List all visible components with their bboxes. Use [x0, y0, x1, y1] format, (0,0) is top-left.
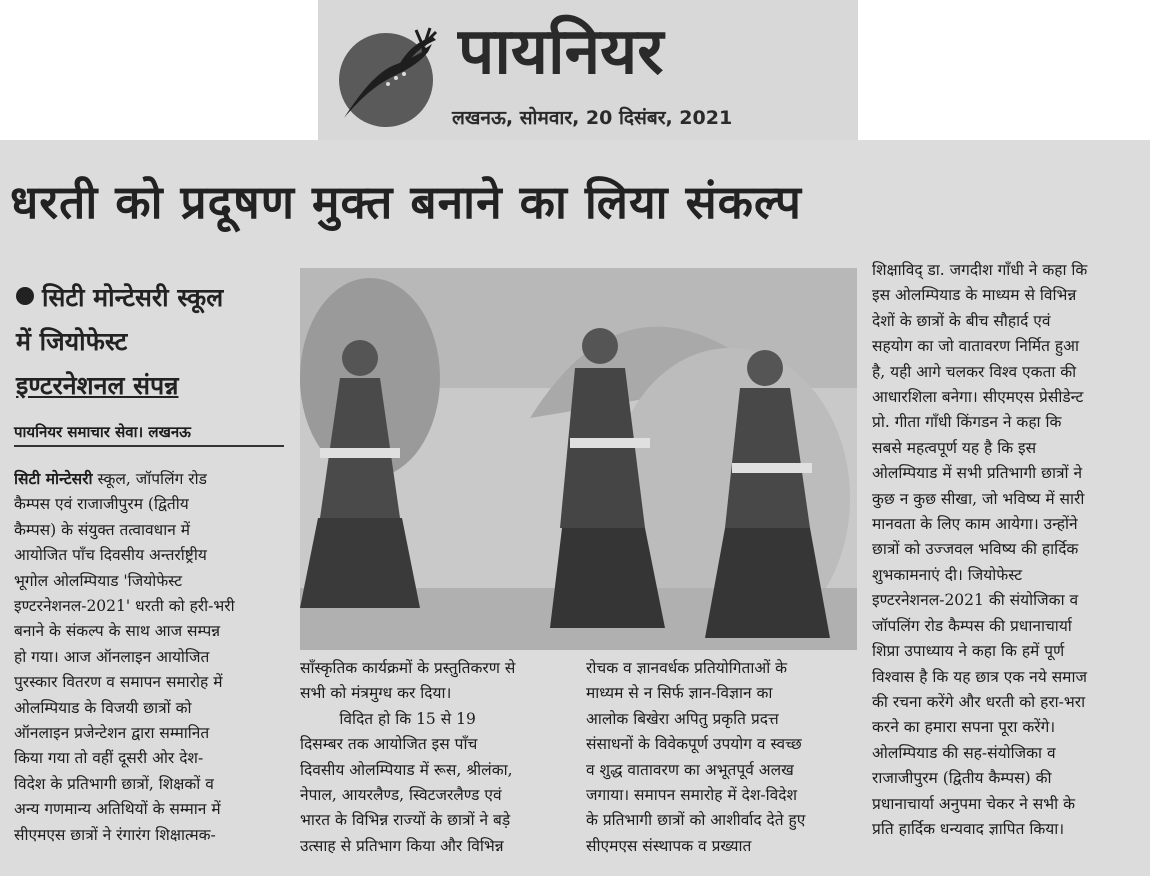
text-line: माध्यम से न सिर्फ ज्ञान-विज्ञान का: [586, 684, 773, 703]
dateline: लखनऊ, सोमवार, 20 दिसंबर, 2021: [452, 107, 733, 129]
text-line: आयोजित पाँच दिवसीय अन्तर्राष्ट्रीय: [14, 546, 207, 565]
text-line: के प्रतिभागी छात्रों को आशीर्वाद देते हुए: [586, 811, 806, 830]
article-column-1: [14, 466, 278, 848]
text-line: सीएमएस संस्थापक व प्रख्यात: [586, 836, 752, 855]
text-line: प्रति हार्दिक धन्यवाद ज्ञापित किया।: [872, 819, 1065, 838]
text-line: सिटी मोन्टेसरी स्कूल, जॉपलिंग रोड: [14, 469, 207, 488]
text-line: साँस्कृतिक कार्यक्रमों के प्रस्तुतिकरण से: [300, 659, 516, 677]
text-line: इण्टरनेशनल-2021' धरती को हरी-भरी: [14, 597, 235, 616]
text-line: कैम्पस) के संयुक्त तत्वावधान में: [14, 520, 191, 539]
text-line: दिवसीय ओलम्पियाड में रूस, श्रीलंका,: [300, 760, 513, 779]
text-line: इस ओलम्पियाड के माध्यम से विभिन्न: [872, 286, 1077, 305]
text-line: है, यही आगे चलकर विश्व एकता की: [872, 362, 1077, 381]
deer-logo-icon: [336, 22, 446, 132]
text-line: सभी को मंत्रमुग्ध कर दिया।: [300, 684, 452, 703]
subhead-line: सिटी मोन्टेसरी स्कूल: [16, 276, 286, 320]
text-line: आलोक बिखेरा अपितु प्रकृति प्रदत्त: [586, 709, 779, 728]
text-line: राजाजीपुरम (द्वितीय कैम्पस) की: [872, 769, 1052, 788]
article-headline: धरती को प्रदूषण मुक्त बनाने का लिया संकल्प: [10, 175, 802, 229]
text-line: मानवता के लिए काम आयेगा। उन्होंने: [872, 515, 1078, 534]
text-line: शिप्रा उपाध्याय ने कहा कि हमें पूर्ण: [872, 642, 1065, 661]
text-line: भूगोल ओलम्पियाड 'जियोफेस्ट: [14, 571, 182, 590]
article-column-3: [586, 656, 852, 859]
text-line: उत्साह से प्रतिभाग किया और विभिन्न: [300, 836, 504, 855]
newspaper-name: पायनियर: [458, 15, 664, 89]
text-line: की रचना करेंगे और धरती को हरा-भरा: [872, 692, 1086, 711]
text-line: प्रो. गीता गाँधी किंगडन ने कहा कि: [872, 413, 1062, 432]
text-line: व शुद्ध वातावरण का अभूतपूर्व अलख: [586, 760, 794, 779]
text-line: सबसे महत्वपूर्ण यह है कि इस: [872, 438, 1037, 457]
text-line: दिसम्बर तक आयोजित इस पाँच: [300, 735, 478, 754]
subhead-line: इण्टरनेशनल संपन्न: [16, 371, 179, 400]
text-line: विदित हो कि 15 से 19: [300, 709, 476, 728]
text-line: आधारशिला बनेगा। सीएमएस प्रेसीडेन्ट: [872, 388, 1084, 407]
article-photo: [300, 268, 857, 650]
text-line: करने का हमारा सपना पूरा करेंगे।: [872, 718, 1056, 737]
text-line: कुछ न कुछ सीखा, जो भविष्य में सारी: [872, 489, 1085, 508]
text-line: ओलम्पियाड के विजयी छात्रों को: [14, 698, 192, 717]
text-line: शिक्षाविद् डा. जगदीश गाँधी ने कहा कि: [872, 261, 1088, 279]
text-line: हो गया। आज ऑनलाइन आयोजित: [14, 647, 210, 666]
text-line: विदेश के प्रतिभागी छात्रों, शिक्षकों व: [14, 774, 214, 793]
text-line: इण्टरनेशनल-2021 की संयोजिका व: [872, 591, 1079, 610]
text-line: रोचक व ज्ञानवर्धक प्रतियोगिताओं के: [586, 659, 788, 677]
text-line: शुभकामनाएं दी। जियोफेस्ट: [872, 565, 1023, 584]
text-line: बनाने के संकल्प के साथ आज सम्पन्न: [14, 622, 221, 641]
article-column-4: [872, 258, 1140, 842]
article-column-2: [300, 656, 566, 859]
text-line: सहयोग का जो वातावरण निर्मित हुआ: [872, 337, 1079, 356]
text-line: विश्वास है कि यह छात्र एक नये समाज: [872, 667, 1087, 686]
text-line: छात्रों को उज्जवल भविष्य की हार्दिक: [872, 540, 1079, 559]
text-line: ऑनलाइन प्रजेन्टेशन द्वारा सम्मानित: [14, 724, 210, 743]
text-line: संसाधनों के विवेकपूर्ण उपयोग व स्वच्छ: [586, 735, 802, 754]
text-line: प्रधानाचार्या अनुपमा चेकर ने सभी के: [872, 794, 1075, 813]
text-line: ओलम्पियाड की सह-संयोजिका व: [872, 743, 1056, 762]
text-line: जगाया। समापन समारोह में देश-विदेश: [586, 786, 798, 805]
article-byline: पायनियर समाचार सेवा। लखनऊ: [14, 422, 284, 447]
subhead-line: में जियोफेस्ट: [16, 327, 128, 356]
text-line: पुरस्कार वितरण व समापन समारोह में: [14, 673, 223, 692]
article-subheading: [16, 276, 286, 408]
text-line: देशों के छात्रों के बीच सौहार्द एवं: [872, 311, 1051, 330]
text-line: जॉपलिंग रोड कैम्पस की प्रधानाचार्या: [872, 616, 1072, 635]
bullet-icon: [16, 287, 34, 305]
text-line: किया गया तो वहीं दूसरी ओर देश-: [14, 749, 204, 768]
text-line: ओलम्पियाड में सभी प्रतिभागी छात्रों ने: [872, 464, 1083, 483]
text-line: कैम्पस एवं राजाजीपुरम (द्वितीय: [14, 495, 189, 514]
text-line: नेपाल, आयरलैण्ड, स्विटजरलैण्ड एवं: [300, 786, 502, 805]
text-line: सीएमएस छात्रों ने रंगारंग शिक्षात्मक-: [14, 825, 216, 844]
text-line: भारत के विभिन्न राज्यों के छात्रों ने बड़े: [300, 811, 511, 830]
text-line: अन्य गणमान्य अतिथियों के सम्मान में: [14, 800, 221, 819]
